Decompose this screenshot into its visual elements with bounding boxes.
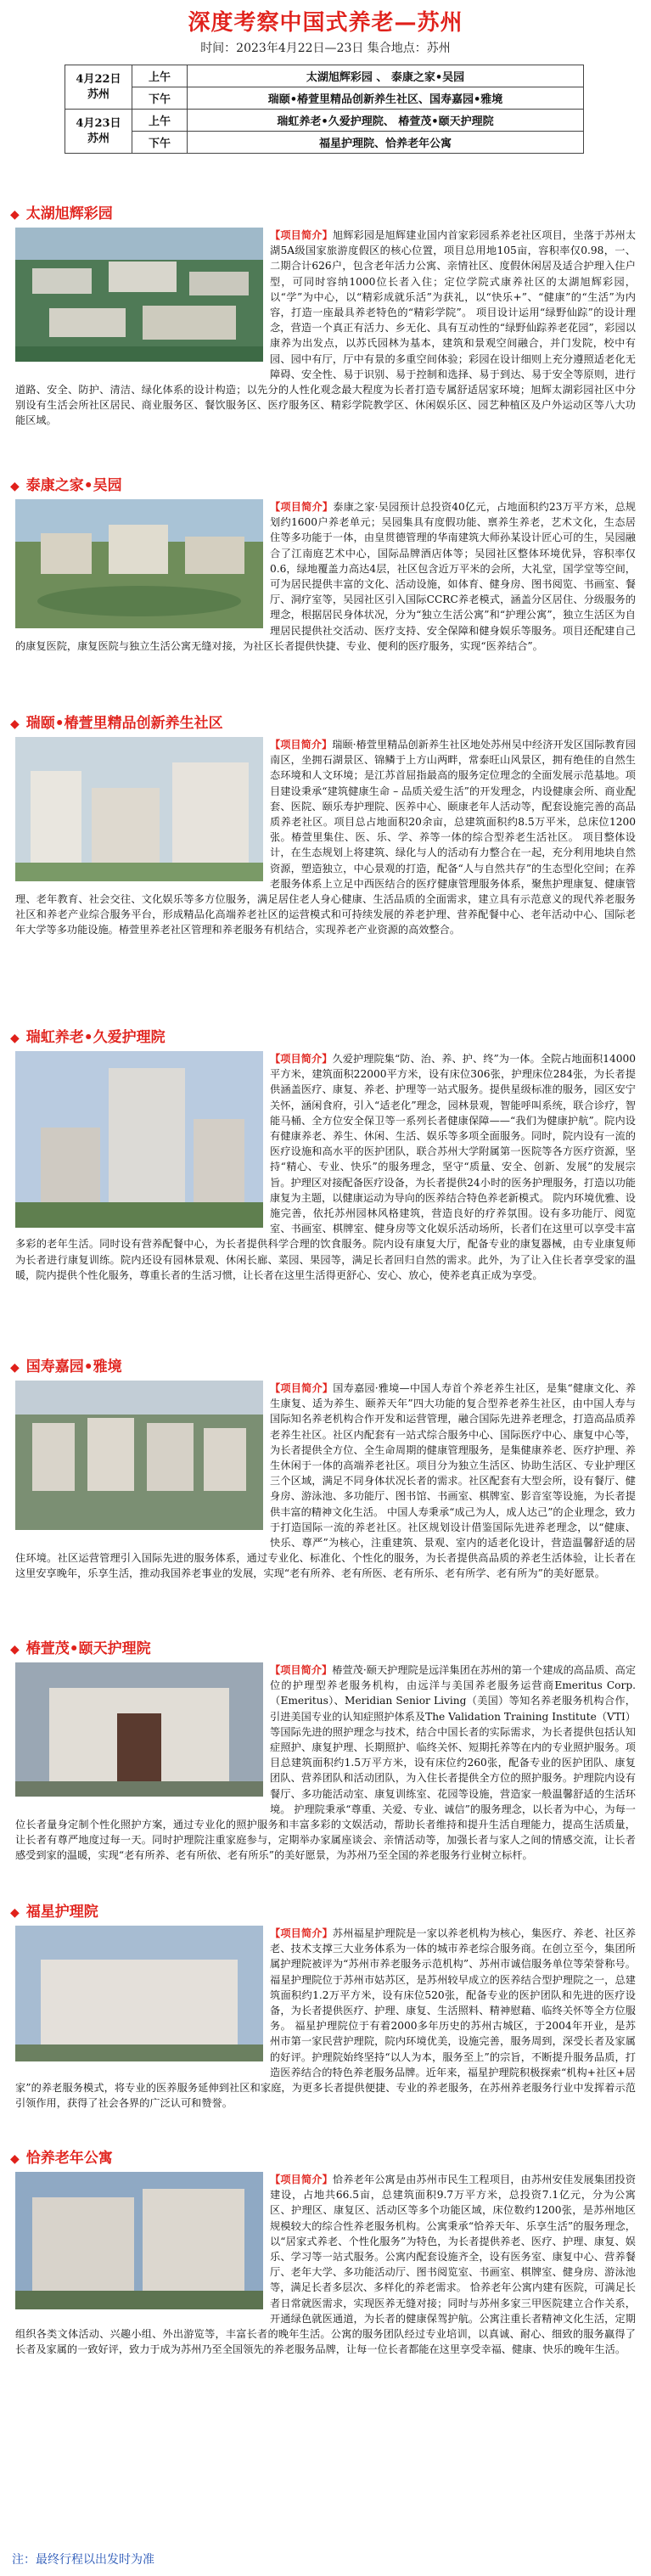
- diamond-bullet-icon: ◆: [10, 717, 20, 731]
- schedule-activity: 福星护理院、恰养老年公寓: [188, 132, 584, 154]
- footnote: 注：最终行程以出发时为准: [12, 2553, 154, 2567]
- schedule-activity: 太湖旭辉彩园 、 泰康之家•吴园: [188, 65, 584, 87]
- schedule-row: [65, 132, 584, 154]
- section-text: 【项目简介】瑞颐·椿萱里精品创新养生社区地处苏州吴中经济开发区国际教育园南区，坐拥石湖景区、锦鳞于上方山两畔，常泰旺山风景区，拥有绝佳的自然生态环境和人文环境；是江苏首屈指最高的服务定位理念的全面发展示范基地。项目建设秉承“建筑健康生命 – 品质关爱生活”的开发理念，内设健康会所、商业配套、医院、颐乐寿护理院、医养中心、颐康老年人活动等，配套设施完善的高品质养老社区。项目总占地面积20余亩，总建筑面积约8.5万平米，总床位1200张。椿萱里集住、医、乐、学、养等一体的综合型养老生活社区。 项目整体设计，在生态规划上将建筑、绿化与人的活动有力整合在一起，充分利用地块自然资源，塑造独立，中心景观的打造，配备“人与自然共存”的生态型化空间；在养老服务体系上立足中西医结合的医疗健康管理服务体系，聚焦护理康复、健康管理、老年教育、社会交往、文化娱乐等多方位服务，满足居住老人身心健康、生活品质的全面需求，建立具有示范意义的现代养老服务社区和养老产业综合服务平台，形成精品化高端养老社区的运营模式和可持续发展的养老护理、营养配餐中心、老年活动中心、国际老年大学等多功能设施。椿萱里养老社区管理和养老服务有机结合，实现养老产业资源的高效整合。: [15, 739, 636, 936]
- diamond-bullet-icon: ◆: [10, 1643, 20, 1656]
- schedule-slot: 上午: [132, 65, 188, 87]
- schedule-row: [65, 65, 584, 87]
- section-heading: ◆ 太湖旭辉彩园: [10, 205, 113, 222]
- section-heading: ◆ 国寿嘉园•雅境: [10, 1358, 122, 1375]
- section-text: 【项目简介】旭辉彩园是旭辉建业国内首家彩园系养老社区项目，坐落于苏州太湖5A级国家旅游度假区的核心位置，项目总用地105亩，容积率仅0.98，一、二期合计626户，包含老年活力公寓、亲情社区、度假休闲居及适合护理入住户型，可同时容纳1000位长者入住；定位学院式康养社区的太湖旭辉彩园，以“学”为中心，以“精彩成就乐活”为获礼，以“快乐+”、“健康”的“生活”为内容，打造一座最具养老特色的“精彩学院”。 项目设计运用“绿野仙踪”的设计理念，营造一个真正有活力、乡无化、具有互动性的“绿野仙踪养老花园”，彩园以康养为出发点，以苏氏园林为基本，建筑和景观空间融合，并门发院，校中有园、园中有厅，厅中有景的多重空间体验；彩园在设计细则上充分遵照适老化无障碍、安全性、易于识别、易于控制和选择、易于到达、易于安全等原则，进行道路、安全、防护、清洁、绿化体系的设计构造；以先分的人性化观念最大程度为长者打造专属舒适居家环境；旭辉太湖彩园社区中分别设有生活会所社区居民、商业服务区、餐饮服务区、医疗服务区、精彩学院教学区、休闲娱乐区、园艺种植区及户外运动区等八大功能区域。: [15, 229, 636, 427]
- diamond-bullet-icon: ◆: [10, 480, 20, 493]
- diamond-bullet-icon: ◆: [10, 1032, 20, 1045]
- diamond-bullet-icon: ◆: [10, 208, 20, 222]
- section-heading: ◆ 恰养老年公寓: [10, 2150, 113, 2167]
- section-text: 【项目简介】苏州福星护理院是一家以养老机构为核心，集医疗、养老、社区养老、技术支撑三大业务体系为一体的城市养老综合服务商。在创立至今，集团所属护理院被评为“苏州市养老服务示范机构”、苏州市诚信服务单位等荣誉称号。福星护理院位于苏州市姑苏区，是苏州较早成立的医养结合型护理院之一，总建筑面积约1.2万平方米，设有床位520张，配备专业的医护团队和先进的医疗设备，为长者提供医疗、护理、康复、生活照料、精神慰藉、临终关怀等全方位服务。 福星护理院位于有着2000多年历史的苏州古城区，于2004年开业，是苏州市第一家民营护理院，院内环境优美，设施完善，服务周到，深受长者及家属的好评。护理院始终坚持“以人为本，服务至上”的宗旨，不断提升服务品质，打造医养结合的特色养老服务品牌。近年来，福星护理院积极探索“机构+社区+居家”的养老服务模式，将专业的医养服务延伸到社区和家庭，为更多长者提供便捷、专业的养老服务，在苏州养老服务行业中发挥着示范引领作用，获得了社会各界的广泛认可和赞誉。: [15, 1927, 636, 2110]
- section-heading: ◆ 泰康之家•吴园: [10, 477, 122, 494]
- trip-meta: 时间：2023年4月22日—23日 集合地点：苏州: [200, 42, 451, 55]
- schedule-activity: 瑞颐•椿萱里精品创新养生社区、国寿嘉园•雅境: [188, 87, 584, 110]
- page-title: 深度考察中国式养老—苏州: [188, 10, 463, 36]
- section-text: 【项目简介】恰养老年公寓是由苏州市民生工程项目，由苏州安佳发展集团投资建设，占地共66.5亩，总建筑面积9.7万平方米，总投资7.1亿元，分为公寓区、护理区、康复区、活动区等多个功能区域，床位数约1200张，是苏州地区规模较大的综合性养老服务机构。公寓秉承“恰养天年、乐享生活”的服务理念，以“居家式养老、个性化服务”为特色，为长者提供养老、医疗、护理、康复、娱乐、学习等一站式服务。公寓内配套设施齐全，设有医务室、康复中心、营养餐厅、老年大学、多功能活动厅、图书阅览室、书画室、棋牌室、健身房、游泳池等，满足长者多层次、多样化的养老需求。 恰养老年公寓内建有医院，可满足长者日常就医需求，实现医养无缝对接；同时与苏州多家三甲医院建立合作关系，开通绿色就医通道，为长者的健康保驾护航。公寓注重长者精神文化生活，定期组织各类文体活动、兴趣小组、外出游览等，丰富长者的晚年生活。公寓的服务团队经过专业培训，以真诚、耐心、细致的服务赢得了长者及家属的一致好评，致力于成为苏州乃至全国领先的养老服务品牌，让每一位长者都能在这里享受幸福、健康、快乐的晚年生活。: [15, 2174, 636, 2356]
- section-text: 【项目简介】泰康之家·吴园预计总投资40亿元，占地面积约23万平方米，总规划约1600户养老单元；吴园集具有度假功能、禀养生养老，艺术文化，生态居住等多功能于一体，由皇贯德管理的华南建筑大师孙某设计匠心可的生，吴园融合了江南庭艺术中心，国际品牌酒店体等；吴园社区整体环境优异，容积率仅0.6，绿地覆盖力高达4层，社区包含近万平米的会所，大礼堂，国学堂等空间，可为居民提供丰富的文化、活动设施，如体育、健身房、图书阅览、书画室、餐厅、洞疗室等，吴园社区引入国际CCRC养老模式，涵盖分区居住、分级服务的理念，根据居民身体状况，分为“独立生活公寓”和“护理公寓”，独立生活区为自理居民提供社交活动、医疗支持、安全保障和健身娱乐等服务。项目还配建自己的康复医院，康复医院与独立生活公寓无缝对接，为社区长者提供快捷、专业、便利的医疗服务，实现“医养结合”。: [15, 501, 636, 652]
- section-heading: ◆ 瑞虹养老•久爱护理院: [10, 1029, 166, 1046]
- diamond-bullet-icon: ◆: [10, 2152, 20, 2166]
- schedule-row: [65, 110, 584, 132]
- section-heading: ◆ 椿萱茂•颐天护理院: [10, 1640, 151, 1657]
- schedule-date: 4月22日 苏州: [65, 65, 132, 110]
- schedule-date: 4月23日 苏州: [65, 110, 132, 154]
- section-heading: ◆ 瑞颐•椿萱里精品创新养生社区: [10, 715, 223, 732]
- section-text: 【项目简介】久爱护理院集“防、治、养、护、终”为一体。全院占地面积14000平方米，建筑面积22000平方米，设有床位306张，护理床位284张，为长者提供涵盖医疗、康复、养老、护理等一站式服务。提供星级标准的服务，园区安宁关怀，涵闲食府，引入“适老化”理念，园林景观，智能呼叫系统，联合诊疗，智能马桶、全方位安全保卫等一系列长者健康保障——“我们为健康护航”。院内设有健康养老、养生、休闲、生活、娱乐等多项全面服务。同时，院内设有一流的医疗设施和高水平的医护团队，联合苏州大学附属第一医院等各方医疗资源，坚持“精心、专业、快乐”的服务理念，坚守“质量、安全、创新、发展”的发展宗旨。护理区对接配备医疗设备，为长者提供24小时的医务护理服务，打造以功能康复为主题，以健康运动为导向的医养结合特色养老新模式。 院内环境优雅、设施完善，依托苏州园林风格建筑，营造良好的疗养氛围。设有多功能厅、阅览室、书画室、棋牌室、健身房等文化娱乐活动场所，长者们在这里可以享受丰富多彩的老年生活。同时设有营养配餐中心，为长者提供科学合理的饮食服务。院内设有康复大厅，配备专业的康复器械，由专业康复师为长者进行康复训练。院内还设有园林景观、休闲长廊、菜园、果园等，满足长者回归自然的需求。此外，为了让入住长者享受家的温暖，院内提供个性化服务，尊重长者的生活习惯，让长者在这里生活得更舒心、安心、放心，使养老真正成为享受。: [15, 1053, 636, 1281]
- section-heading: ◆ 福星护理院: [10, 1904, 98, 1921]
- schedule-activity: 瑞虹养老•久爱护理院、 椿萱茂•颐天护理院: [188, 110, 584, 132]
- diamond-bullet-icon: ◆: [10, 1906, 20, 1920]
- schedule-row: [65, 87, 584, 110]
- schedule-table: [65, 65, 584, 154]
- schedule-slot: 下午: [132, 132, 188, 154]
- diamond-bullet-icon: ◆: [10, 1361, 20, 1375]
- schedule-slot: 上午: [132, 110, 188, 132]
- section-text: 【项目简介】国寿嘉园·雅境—中国人寿首个养老养生社区，是集“健康文化、养生康复、适为养生、颐养天年”四大功能的复合型养老养生社区，由中国人寿与国际知名养老机构合作开发和运营管理，融合国际先进养老理念，打造高品质养老养生社区。社区内配套有一站式综合服务中心、国际医疗中心、康复中心等，为长者提供全方位、全生命周期的健康管理服务，是集健康养老、医疗护理、养生休闲于一体的高端养老社区。项目分为独立生活区、协助生活区、专业护理区三个区域，满足不同身体状况长者的需求。社区配套有大型会所，设有餐厅、健身房、游泳池、多功能厅、图书馆、书画室、棋牌室、影音室等设施，为长者提供丰富的精神文化生活。 中国人寿秉承“成己为人，成人达己”的企业理念，致力于打造国际一流的养老社区。社区规划设计借鉴国际先进养老理念，以“健康、快乐、尊严”为核心，注重建筑、景观、室内的适老化设计，营造温馨舒适的居住环境。社区运营管理引入国际先进的服务体系，通过专业化、标准化、个性化的服务，为长者提供高品质的养老生活体验，让长者在这里安享晚年，乐享生活，推动我国养老事业的发展，实现“老有所养、老有所医、老有所乐、老有所学、老有所为”的美好愿景。: [15, 1382, 636, 1580]
- section-text: 【项目简介】椿萱茂·颐天护理院是远洋集团在苏州的第一个建成的高品质、高定位的护理型养老服务机构，由远洋与美国养老服务运营商Emeritus Corp.（Emeritus）、Meridian Senior Living（美国）等知名养老服务机构合作，引进美国专业的认知症照护体系及The Validation Training Institute（VTI）等国际先进的照护理念与技术，结合中国长者的实际需求，为长者提供包括认知症照护、康复护理、长期照护、临终关怀、短期托养等在内的专业照护服务。项目总建筑面积约1.5万平方米，设有床位约260张，配备专业的医护团队、康复团队、营养团队和活动团队，为入住长者提供全方位的照护服务。护理院内设有餐厅、多功能活动室、康复训练室、花园等设施，营造家一般温馨舒适的生活环境。 护理院秉承“尊重、关爱、专业、诚信”的服务理念，以长者为中心，为每一位长者量身定制个性化照护方案，通过专业化的照护服务和丰富多彩的文娱活动，帮助长者维持和提升生活自理能力，提高生活质量，让长者有尊严地度过每一天。同时护理院注重家庭参与，定期举办家属座谈会、亲情活动等，加强长者与家人之间的情感交流，让长者感受到家的温暖，实现“老有所养、老有所依、老有所乐”的美好愿景，为苏州乃至全国的养老服务行业树立标杆。: [15, 1664, 636, 1862]
- schedule-slot: 下午: [132, 87, 188, 110]
